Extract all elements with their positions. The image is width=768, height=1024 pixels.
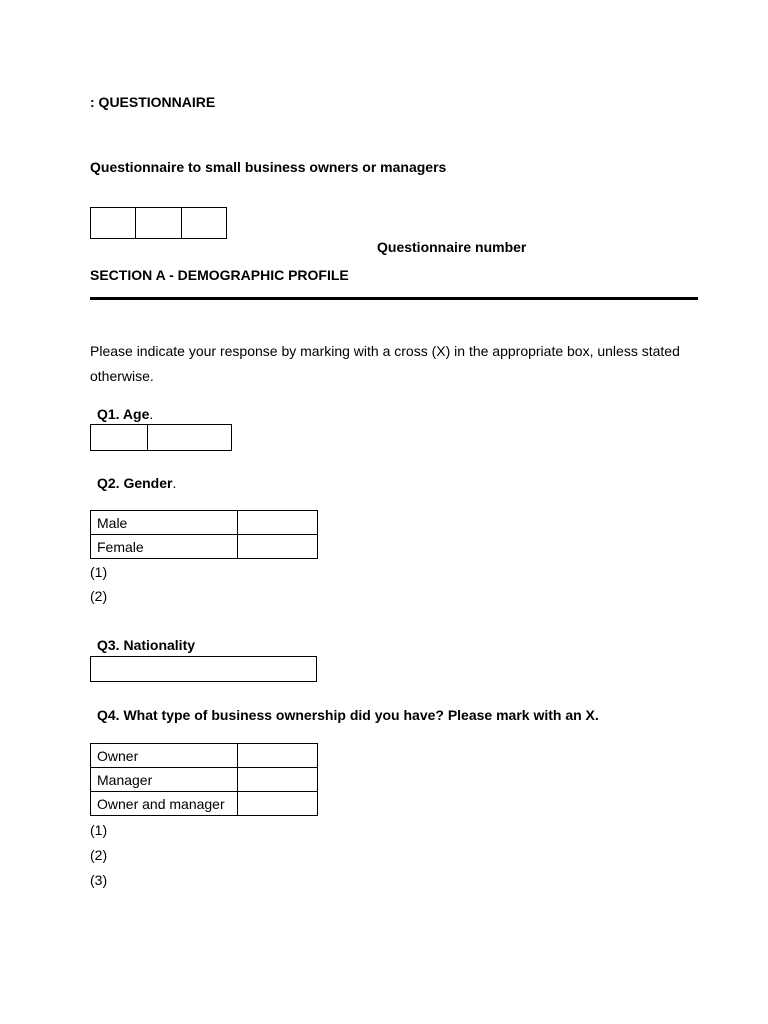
q2-checkbox-male[interactable] [238,511,318,535]
q4-checkbox-owner[interactable] [238,744,318,768]
q4-checkbox-manager[interactable] [238,768,318,792]
q4-checkbox-owner-and-manager[interactable] [238,792,318,816]
q2-question [97,475,176,491]
section-divider [90,297,698,300]
instructions-line-1: Please indicate your response by marking with a cross (X) in the appropriate box, unless stated [90,343,680,359]
questionnaire-number-box-1[interactable] [90,207,136,239]
q1-question [97,406,153,422]
questionnaire-number-label: Questionnaire number [377,239,527,255]
q2-label: Q2. Gender [97,475,173,491]
q2-option-male: Male [91,511,238,535]
q2-code-2: (2) [90,588,108,604]
page-title: : QUESTIONNAIRE [90,94,216,110]
q2-options-table [90,510,318,559]
q4-option-owner-and-manager: Owner and manager [91,792,238,816]
q4-option-row [91,792,318,816]
q4-option-row [91,744,318,768]
subtitle: Questionnaire to small business owners or managers [90,159,447,175]
q4-code-2: (2) [90,847,108,863]
questionnaire-number-box-3[interactable] [181,207,227,239]
q4-code-1: (1) [90,822,108,838]
q4-option-owner: Owner [91,744,238,768]
q3-nationality-field[interactable] [90,656,317,682]
q2-option-female: Female [91,535,238,559]
q1-age-box-1[interactable] [90,424,148,451]
q1-age-box-2[interactable] [147,424,232,451]
q1-period: . [149,406,154,422]
q4-option-manager: Manager [91,768,238,792]
q2-option-row [91,535,318,559]
questionnaire-number-box-2[interactable] [135,207,182,239]
q4-code-3: (3) [90,872,108,888]
q2-checkbox-female[interactable] [238,535,318,559]
q4-option-row [91,768,318,792]
q2-code-1: (1) [90,564,108,580]
section-a-heading: SECTION A - DEMOGRAPHIC PROFILE [90,267,349,283]
q4-label: Q4. What type of business ownership did you have? Please mark with an X. [97,707,599,723]
q2-option-row [91,511,318,535]
q1-label: Q1. Age [97,406,150,422]
instructions-line-2: otherwise. [90,368,154,384]
q3-label: Q3. Nationality [97,637,196,653]
q4-options-table [90,743,318,816]
q2-period: . [172,475,177,491]
